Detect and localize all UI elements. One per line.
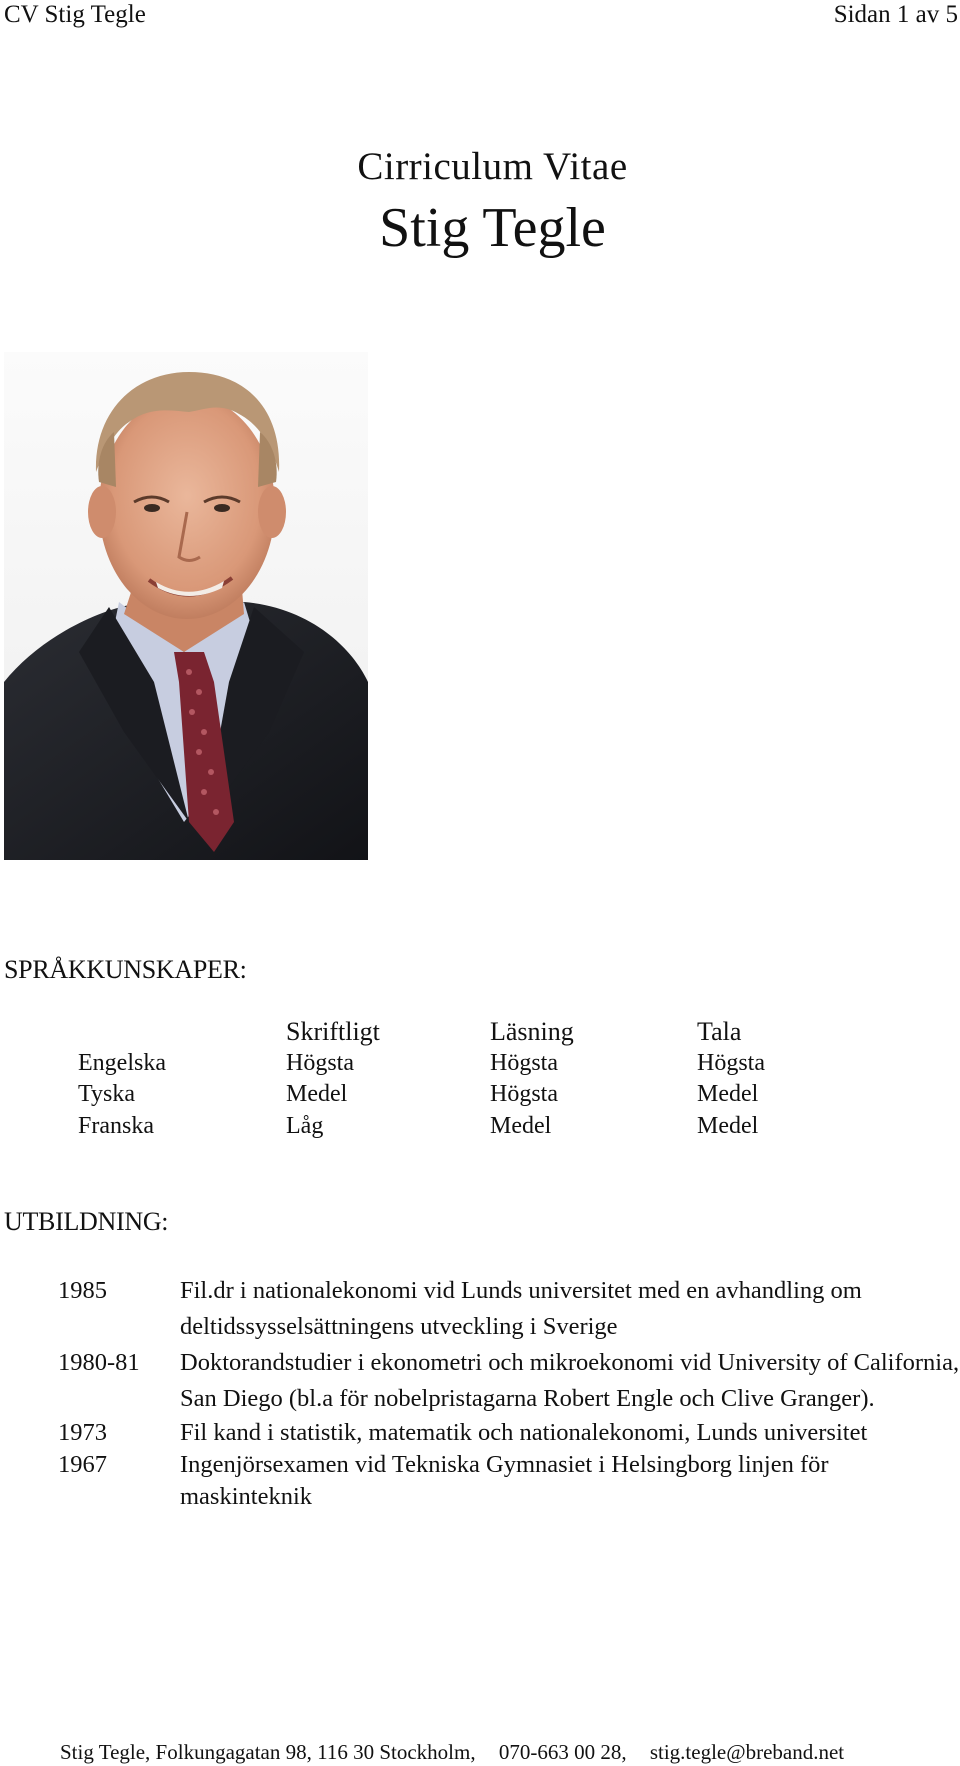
language-name: Tyska xyxy=(78,1081,135,1107)
table-row xyxy=(0,1048,960,1080)
speaking-level: Medel xyxy=(697,1081,759,1107)
education-description: Fil kand i statistik, matematik och nationalekonomi, Lunds universitet xyxy=(180,1419,868,1446)
page-number: Sidan 1 av 5 xyxy=(833,1,958,28)
education-heading: UTBILDNING: xyxy=(4,1207,169,1236)
written-level: Högsta xyxy=(286,1049,354,1076)
education-description: Fil.dr i nationalekonomi vid Lunds universitet med en avhandling om deltidssysselsättningens utveckling i Sverige xyxy=(180,1277,862,1340)
list-item xyxy=(0,1273,960,1345)
list-item xyxy=(0,1345,960,1417)
header-cell-speaking: Tala xyxy=(697,1017,742,1046)
languages-table xyxy=(0,1016,960,1142)
table-row xyxy=(0,1079,960,1111)
education-year: 1973 xyxy=(58,1419,107,1446)
list-item xyxy=(0,1417,960,1449)
written-level: Medel xyxy=(286,1081,348,1107)
footer-email[interactable]: stig.tegle@breband.net xyxy=(649,1740,845,1764)
speaking-level: Medel xyxy=(697,1112,759,1139)
document-title: Cirriculum Vitae xyxy=(357,145,628,188)
education-year: 1985 xyxy=(58,1277,107,1304)
portrait-photo xyxy=(4,352,368,860)
footer-phone: 070-663 00 28, xyxy=(498,1740,627,1764)
education-description: Ingenjörsexamen vid Tekniska Gymnasiet i Helsingborg linjen för maskinteknik xyxy=(180,1451,829,1510)
education-year: 1980-81 xyxy=(58,1349,140,1376)
education-year: 1967 xyxy=(58,1451,107,1478)
header-cell-written: Skriftligt xyxy=(286,1017,380,1046)
list-item xyxy=(0,1449,960,1513)
table-row xyxy=(0,1111,960,1143)
language-name: Franska xyxy=(78,1112,154,1139)
person-name: Stig Tegle xyxy=(379,197,606,259)
portrait-illustration xyxy=(4,352,368,860)
education-list xyxy=(0,1273,960,1513)
written-level: Låg xyxy=(286,1112,324,1139)
page-header-left: CV Stig Tegle xyxy=(4,1,146,28)
languages-heading: SPRÅKKUNSKAPER: xyxy=(4,955,247,984)
language-name: Engelska xyxy=(78,1049,166,1076)
speaking-level: Högsta xyxy=(697,1049,765,1076)
reading-level: Högsta xyxy=(490,1081,558,1107)
page-footer xyxy=(60,1738,960,1766)
reading-level: Medel xyxy=(490,1112,552,1139)
education-description: Doktorandstudier i ekonometri och mikroekonomi vid University of California, San Diego (bl.a för nobelpristagarna Robert Engle och Clive Granger). xyxy=(180,1349,960,1412)
header-cell-reading: Läsning xyxy=(490,1017,574,1046)
languages-table-header xyxy=(0,1016,960,1048)
reading-level: Högsta xyxy=(490,1049,558,1076)
footer-address: Stig Tegle, Folkungagatan 98, 116 30 Stockholm, xyxy=(60,1740,476,1764)
